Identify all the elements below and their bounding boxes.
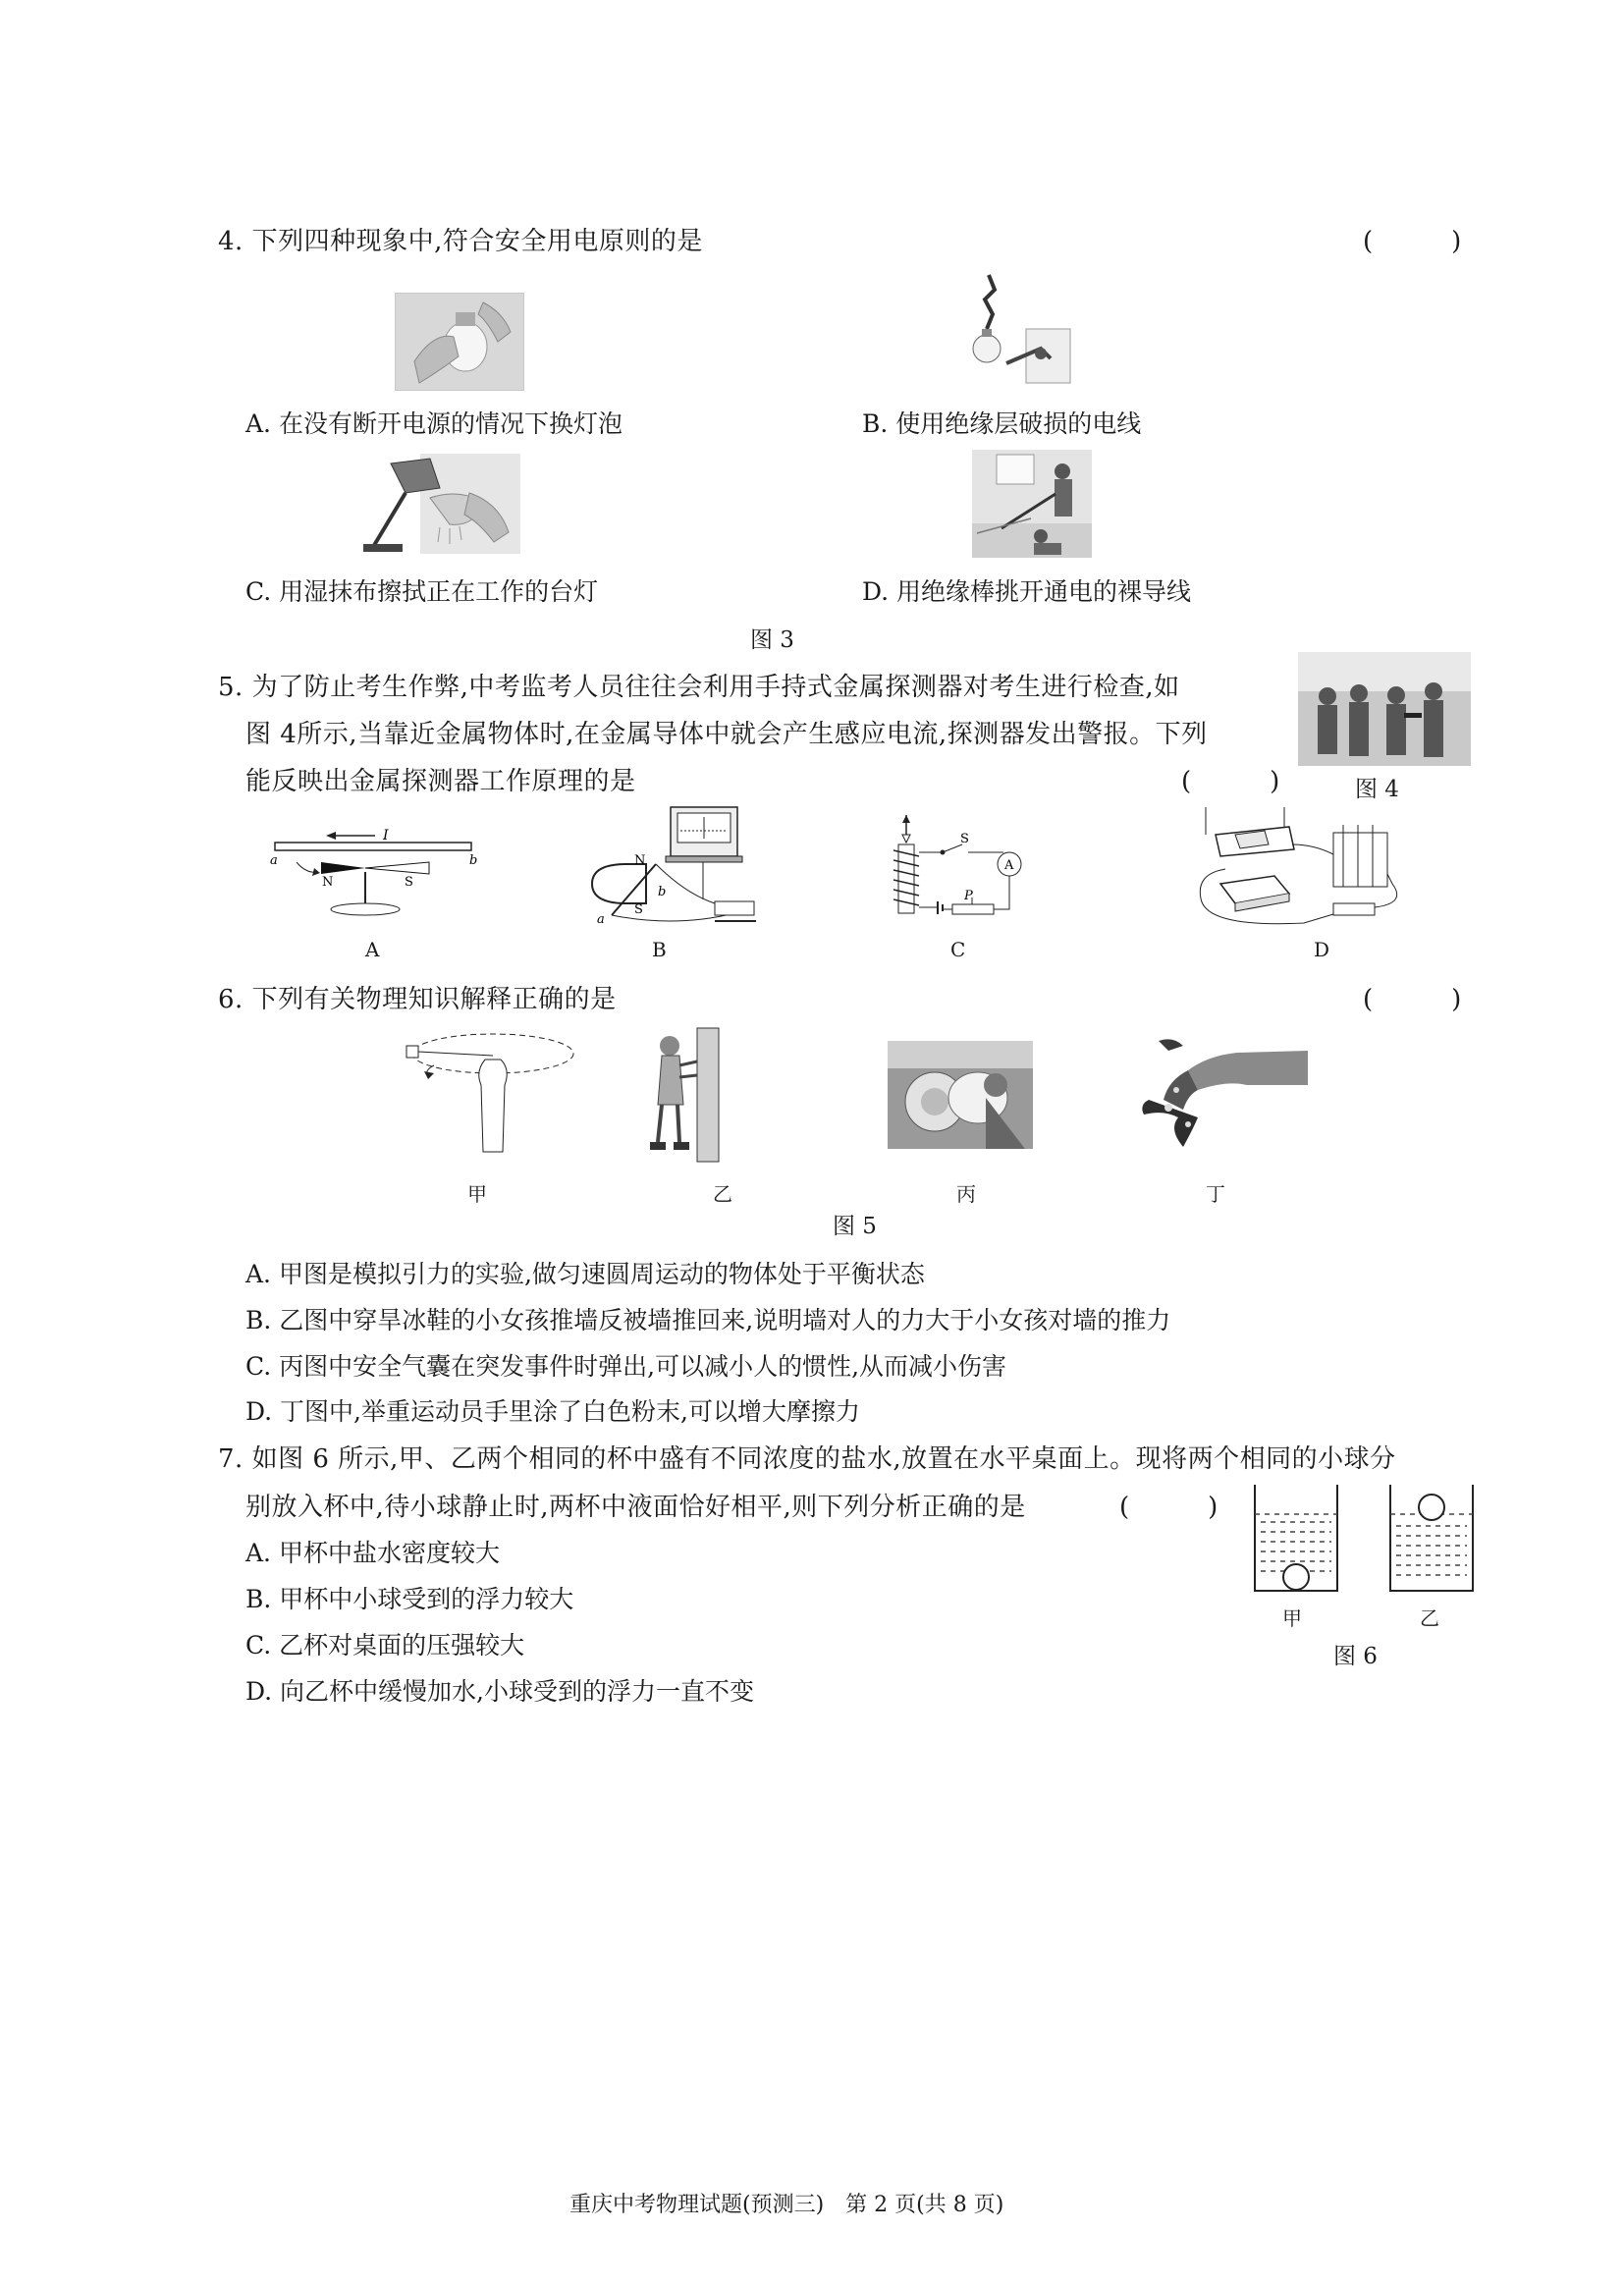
q7-cup-label-jia: 甲	[1282, 1606, 1302, 1630]
q7-stem-line2: 别放入杯中,待小球静止时,两杯中液面恰好相平,则下列分析正确的是	[245, 1493, 1026, 1522]
q6-option-c: C. 丙图中安全气囊在突发事件时弹出,可以减小人的惯性,从而减小伤害	[245, 1352, 1007, 1381]
figure-6-caption: 图 6	[1333, 1644, 1378, 1669]
q5-label-d: D	[1314, 938, 1330, 961]
q4-image-c	[361, 454, 520, 554]
q5-stem-line3: 能反映出金属探测器工作原理的是	[245, 767, 636, 796]
q4-image-a	[395, 293, 524, 391]
q6-label-ding: 丁	[1206, 1182, 1225, 1206]
q4-stem: 4. 下列四种现象中,符合安全用电原则的是	[218, 227, 703, 256]
q5-a-end-a: a	[270, 853, 278, 868]
q5-c-ammeter: A	[1004, 858, 1014, 873]
q4-option-c: C. 用湿抹布擦拭正在工作的台灯	[245, 577, 599, 606]
q5-label-a: A	[365, 938, 380, 961]
q5-stem-line2: 图 4所示,当靠近金属物体时,在金属导体中就会产生感应电流,探测器发出警报。下列	[245, 720, 1208, 749]
q4-option-d: D. 用绝缘棒挑开通电的裸导线	[862, 577, 1192, 606]
q7-stem-line1: 7. 如图 6 所示,甲、乙两个相同的杯中盛有不同浓度的盐水,放置在水平桌面上。现将两个相同的小球分	[218, 1444, 1396, 1474]
q7-cup-label-yi: 乙	[1420, 1606, 1439, 1630]
q5-b-b: b	[658, 885, 667, 899]
q5-stem-line1: 5. 为了防止考生作弊,中考监考人员往往会利用手持式金属探测器对考生进行检查,如	[218, 673, 1180, 702]
q6-answer-bracket: ( )	[1363, 985, 1462, 1014]
q5-b-a: a	[597, 912, 605, 927]
q5-diagram-c	[884, 813, 1031, 931]
q6-option-d: D. 丁图中,举重运动员手里涂了白色粉末,可以增大摩擦力	[245, 1397, 860, 1426]
q5-c-slider-p: P	[964, 889, 973, 903]
q4-option-a: A. 在没有断开电源的情况下换灯泡	[245, 409, 623, 438]
q5-diagram-a	[267, 823, 495, 931]
q5-b-n: N	[634, 853, 646, 868]
q6-label-jia: 甲	[467, 1182, 487, 1206]
figure-4-photo	[1298, 652, 1471, 766]
q7-option-a: A. 甲杯中盐水密度较大	[245, 1539, 500, 1567]
q4-answer-bracket: ( )	[1363, 227, 1462, 256]
q5-diagram-b	[587, 805, 764, 933]
q6-option-a: A. 甲图是模拟引力的实验,做匀速圆周运动的物体处于平衡状态	[245, 1260, 925, 1288]
figure-6-cups	[1247, 1483, 1483, 1601]
q6-stem: 6. 下列有关物理知识解释正确的是	[218, 985, 617, 1014]
q5-a-end-b: b	[469, 853, 478, 868]
q4-image-b	[967, 270, 1075, 393]
q6-option-b: B. 乙图中穿旱冰鞋的小女孩推墙反被墙推回来,说明墙对人的力大于小女孩对墙的推力	[245, 1306, 1171, 1334]
q6-image-bing	[888, 1041, 1033, 1149]
q5-answer-bracket: ( )	[1181, 767, 1280, 796]
q5-label-b: B	[652, 938, 667, 961]
q6-label-yi: 乙	[713, 1182, 732, 1206]
q5-c-switch-s: S	[960, 832, 969, 846]
q7-option-b: B. 甲杯中小球受到的浮力较大	[245, 1585, 574, 1613]
figure-5-caption: 图 5	[833, 1214, 877, 1239]
q5-a-n: N	[322, 875, 334, 890]
q5-a-current-label: I	[383, 828, 389, 843]
q7-answer-bracket: ( )	[1119, 1493, 1218, 1522]
q4-option-b: B. 使用绝缘层破损的电线	[862, 409, 1142, 438]
q6-image-jia	[395, 1026, 579, 1154]
q6-image-ding	[1129, 1031, 1308, 1154]
q6-label-bing: 丙	[956, 1182, 976, 1206]
q4-image-d	[972, 450, 1092, 558]
q6-image-yi	[644, 1026, 729, 1164]
q5-label-c: C	[950, 938, 966, 961]
figure-3-caption: 图 3	[750, 627, 794, 653]
q5-diagram-d	[1196, 805, 1414, 933]
q5-a-s: S	[405, 875, 413, 890]
q5-b-s: S	[634, 902, 643, 917]
page-footer: 重庆中考物理试题(预测三) 第 2 页(共 8 页)	[569, 2193, 1004, 2217]
figure-4-caption: 图 4	[1355, 777, 1399, 802]
q7-option-c: C. 乙杯对桌面的压强较大	[245, 1631, 525, 1659]
q7-option-d: D. 向乙杯中缓慢加水,小球受到的浮力一直不变	[245, 1677, 754, 1706]
